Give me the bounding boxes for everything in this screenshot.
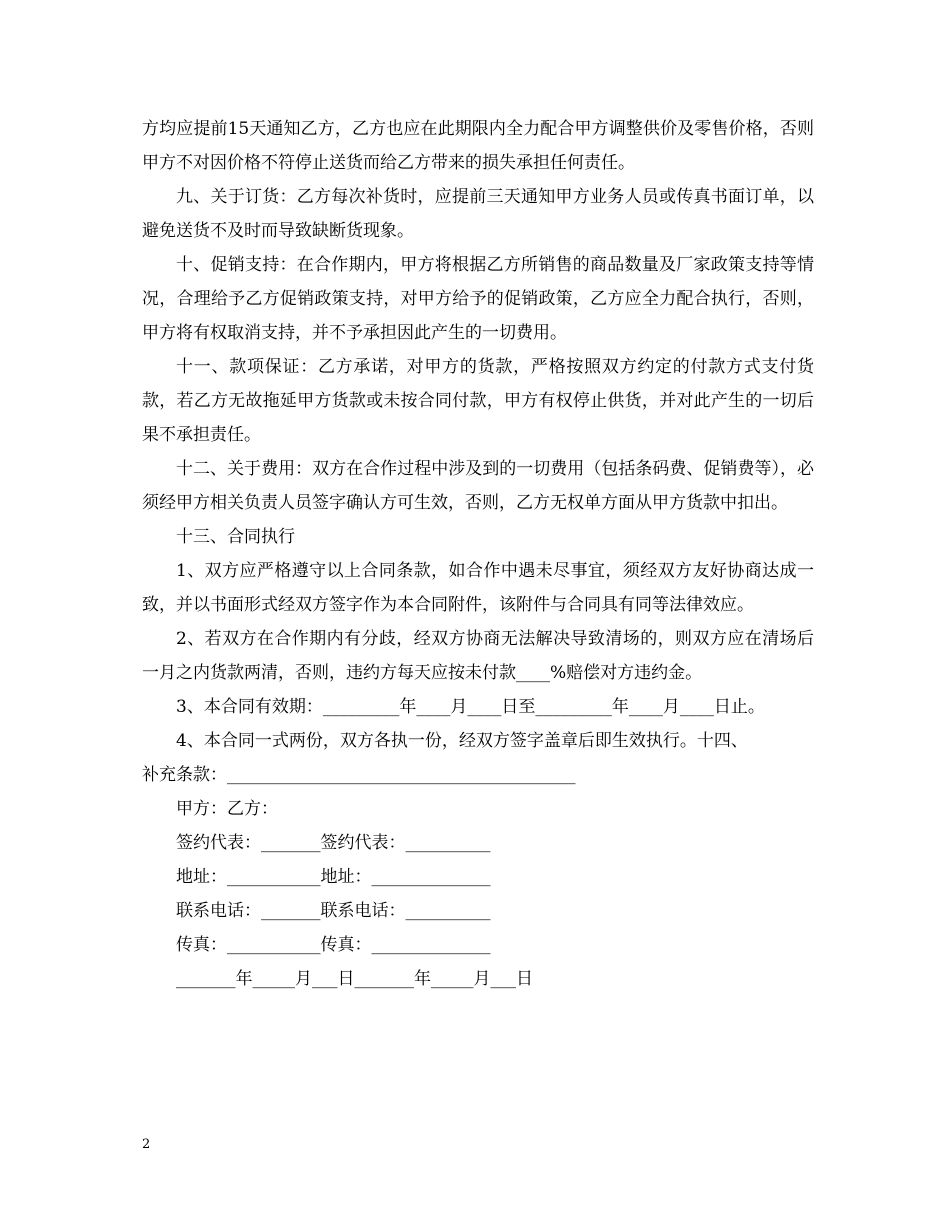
clause-execution-heading: 十三、合同执行 bbox=[176, 527, 295, 547]
phone-line: 联系电话：_______联系电话：__________ bbox=[176, 901, 491, 921]
clause-fees: 十二、关于费用：双方在合作过程中涉及到的一切费用（包括条码费、促销费等），必须经甲方相关负责人员签字确认方可生效，否则，乙方无权单方面从甲方货款中扣出。 bbox=[142, 459, 814, 513]
fax-line: 传真：___________传真：______________ bbox=[176, 935, 491, 955]
party-names-line: 甲方：乙方： bbox=[176, 799, 278, 819]
contract-body bbox=[142, 112, 814, 996]
clause-ordering: 九、关于订货：乙方每次补货时，应提前三天通知甲方业务人员或传真书面订单，以避免送货不及时而导致缺断货现象。 bbox=[142, 187, 814, 241]
page-number: 2 bbox=[142, 1137, 151, 1152]
address-line: 地址：___________地址：______________ bbox=[176, 867, 491, 887]
execution-item-3: 3、本合同有效期：_________年____月____日至_________年____月____日止。 bbox=[176, 697, 765, 717]
clause-continuation: 方均应提前15天通知乙方，乙方也应在此期限内全力配合甲方调整供价及零售价格，否则甲方不对因价格不符停止送货而给乙方带来的损失承担任何责任。 bbox=[142, 119, 814, 173]
execution-item-4: 4、本合同一式两份，双方各执一份，经双方签字盖章后即生效执行。十四、 bbox=[176, 731, 748, 751]
clause-promotion-support: 十、促销支持：在合作期内，甲方将根据乙方所销售的商品数量及厂家政策支持等情况，合理给予乙方促销政策支持，对甲方给予的促销政策，乙方应全力配合执行，否则，甲方将有权取消支持，并不予承担因此产生的一切费用。 bbox=[142, 255, 814, 343]
signatory-representative-line: 签约代表：_______签约代表：__________ bbox=[176, 833, 491, 853]
supplement-terms-line: 补充条款：_________________________________________ bbox=[142, 765, 576, 785]
clause-payment-guarantee: 十一、款项保证：乙方承诺，对甲方的货款，严格按照双方约定的付款方式支付货款，若乙方无故拖延甲方货款或未按合同付款，甲方有权停止供货，并对此产生的一切后果不承担责任。 bbox=[142, 357, 814, 445]
execution-item-1: 1、双方应严格遵守以上合同条款，如合作中遇未尽事宜，须经双方友好协商达成一致，并以书面形式经双方签字作为本合同附件，该附件与合同具有同等法律效应。 bbox=[142, 561, 814, 615]
signature-date-line: _______年_____月___日_______年_____月___日 bbox=[176, 969, 533, 989]
execution-item-2: 2、若双方在合作期内有分歧，经双方协商无法解决导致清场的，则双方应在清场后一月之内货款两清，否则，违约方每天应按未付款____%赔偿对方违约金。 bbox=[142, 629, 814, 683]
